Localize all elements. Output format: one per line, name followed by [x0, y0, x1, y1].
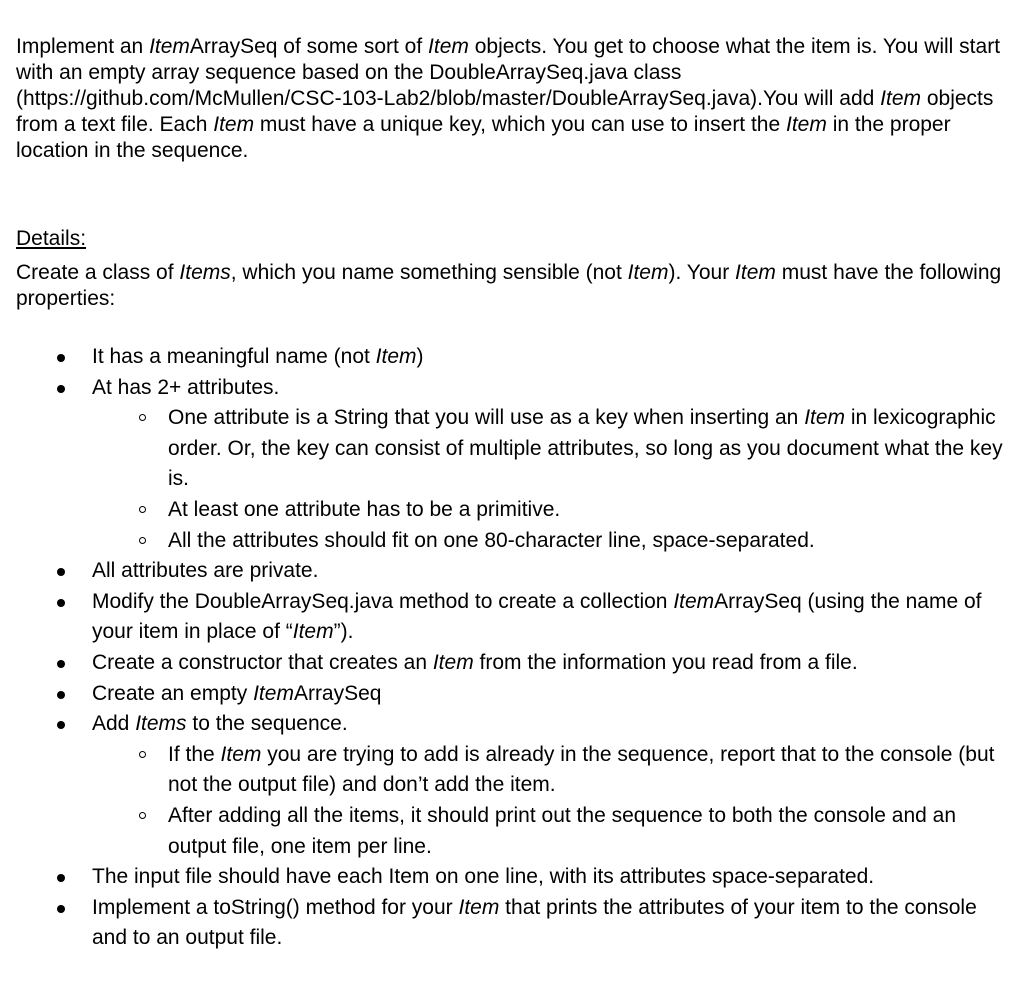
list-item	[16, 342, 1006, 373]
details-text: ). Your	[668, 261, 736, 284]
intro-text: objects from a text file. Each	[16, 87, 994, 136]
list-item-text: It has a meaningful name (not	[92, 345, 376, 368]
sub-list-item	[92, 740, 1006, 801]
list-item-text: you are trying to add is already in the sequence, report that to the console (but not the output file) and don’t add the item.	[168, 742, 995, 797]
bullet-icon	[57, 874, 65, 882]
details-text: Item	[627, 261, 669, 284]
circle-bullet-icon	[139, 537, 146, 544]
bullet-icon	[57, 568, 65, 576]
list-item-text: ArraySeq (using the name of your item in place of “	[92, 589, 982, 644]
sub-list-item	[92, 495, 1006, 526]
list-item-text: in lexicographic order. Or, the key can consist of multiple attributes, so long as you document what the key is.	[168, 406, 1003, 491]
list-item	[16, 679, 1006, 710]
list-item-text: Item	[804, 406, 846, 430]
intro-text: objects. You get to choose what the item is. You will start with an empty array sequence based on the DoubleArraySeq.java class (https://github.com/McMullen/CSC-103-Lab2/blob/master/DoubleArraySeq.java).You will add	[16, 35, 1001, 110]
sub-list	[92, 740, 1006, 862]
details-text: Create a class of	[16, 261, 180, 284]
list-item	[16, 862, 1006, 893]
list-item-text: Create an empty	[92, 681, 254, 705]
document	[16, 34, 1006, 954]
details-heading: Details:	[16, 227, 87, 250]
list-item-text: After adding all the items, it should print out the sequence to both the console and an output file, one item per line.	[168, 803, 957, 858]
list-item-text: At has 2+ attributes.	[92, 375, 280, 399]
list-item-text: from the information you read from a file.	[473, 650, 858, 674]
circle-bullet-icon	[139, 812, 146, 819]
list-item-text: All the attributes should fit on one 80-character line, space-separated.	[168, 528, 815, 552]
intro-text: Item	[428, 35, 469, 58]
list-item	[16, 556, 1006, 587]
list-item-text: Item	[432, 650, 474, 674]
details-text: Item	[735, 261, 776, 284]
intro-paragraph	[16, 34, 1006, 164]
list-item	[16, 373, 1006, 557]
list-item-text: Items	[135, 712, 187, 736]
sub-list-item	[92, 403, 1006, 495]
list-item-text: ArraySeq	[293, 681, 382, 705]
circle-bullet-icon	[139, 506, 146, 513]
details-paragraph	[16, 260, 1006, 312]
list-item-text: )	[416, 345, 424, 368]
details-text: must have the following properties:	[16, 261, 1002, 310]
intro-text: Item	[149, 35, 190, 58]
sub-list	[92, 403, 1006, 556]
intro-text: must have a unique key, which you can use to insert the	[254, 113, 787, 136]
list-item	[16, 648, 1006, 679]
sub-list-item	[92, 801, 1006, 862]
list-item-text: that prints the attributes of your item to the console and to an output file.	[92, 895, 977, 950]
list-item-text: Item	[673, 589, 715, 613]
list-item-text: One attribute is a String that you will use as a key when inserting an	[168, 406, 805, 430]
intro-text: Implement an	[16, 35, 150, 58]
bullet-icon	[57, 354, 65, 362]
list-item	[16, 587, 1006, 648]
intro-text: Item	[213, 113, 255, 136]
bullet-icon	[57, 721, 65, 729]
circle-bullet-icon	[139, 414, 146, 421]
bullet-icon	[57, 599, 65, 607]
sub-list-item	[92, 526, 1006, 557]
list-item-text: If the	[168, 742, 221, 766]
list-item-text: All attributes are private.	[92, 559, 319, 583]
bullet-icon	[57, 660, 65, 668]
bullet-icon	[57, 691, 65, 699]
list-item-text: Item	[458, 895, 500, 919]
list-item-text: Item	[375, 345, 417, 368]
list-item	[16, 893, 1006, 954]
circle-bullet-icon	[139, 751, 146, 758]
list-item-text: Modify the DoubleArraySeq.java method to create a collection	[92, 589, 674, 613]
details-text: , which you name something sensible (not	[230, 261, 628, 284]
list-item-text: Create a constructor that creates an	[92, 650, 433, 674]
bullet-icon	[57, 385, 65, 393]
intro-text: Item	[786, 113, 827, 136]
list-item-text: to the sequence.	[186, 712, 348, 736]
list-item-text: Item	[292, 620, 334, 644]
list-item-text: Item	[220, 742, 262, 766]
intro-text: in the proper location in the sequence.	[16, 113, 951, 162]
list-item-text: The input file should have each Item on one line, with its attributes space-separated.	[92, 865, 875, 889]
intro-text: Item	[880, 87, 921, 110]
details-text: Items	[179, 261, 231, 284]
list-item-text: ”).	[333, 620, 354, 644]
intro-text: ArraySeq of some sort of	[189, 35, 429, 58]
list-item-text: Add	[92, 712, 136, 736]
list-item-text: Item	[253, 681, 294, 705]
list-item-text: At least one attribute has to be a primitive.	[168, 497, 561, 521]
bullet-icon	[57, 905, 65, 913]
list-item	[16, 709, 1006, 862]
list-item-text: Implement a toString() method for your	[92, 895, 459, 919]
requirements-list	[16, 342, 1006, 954]
